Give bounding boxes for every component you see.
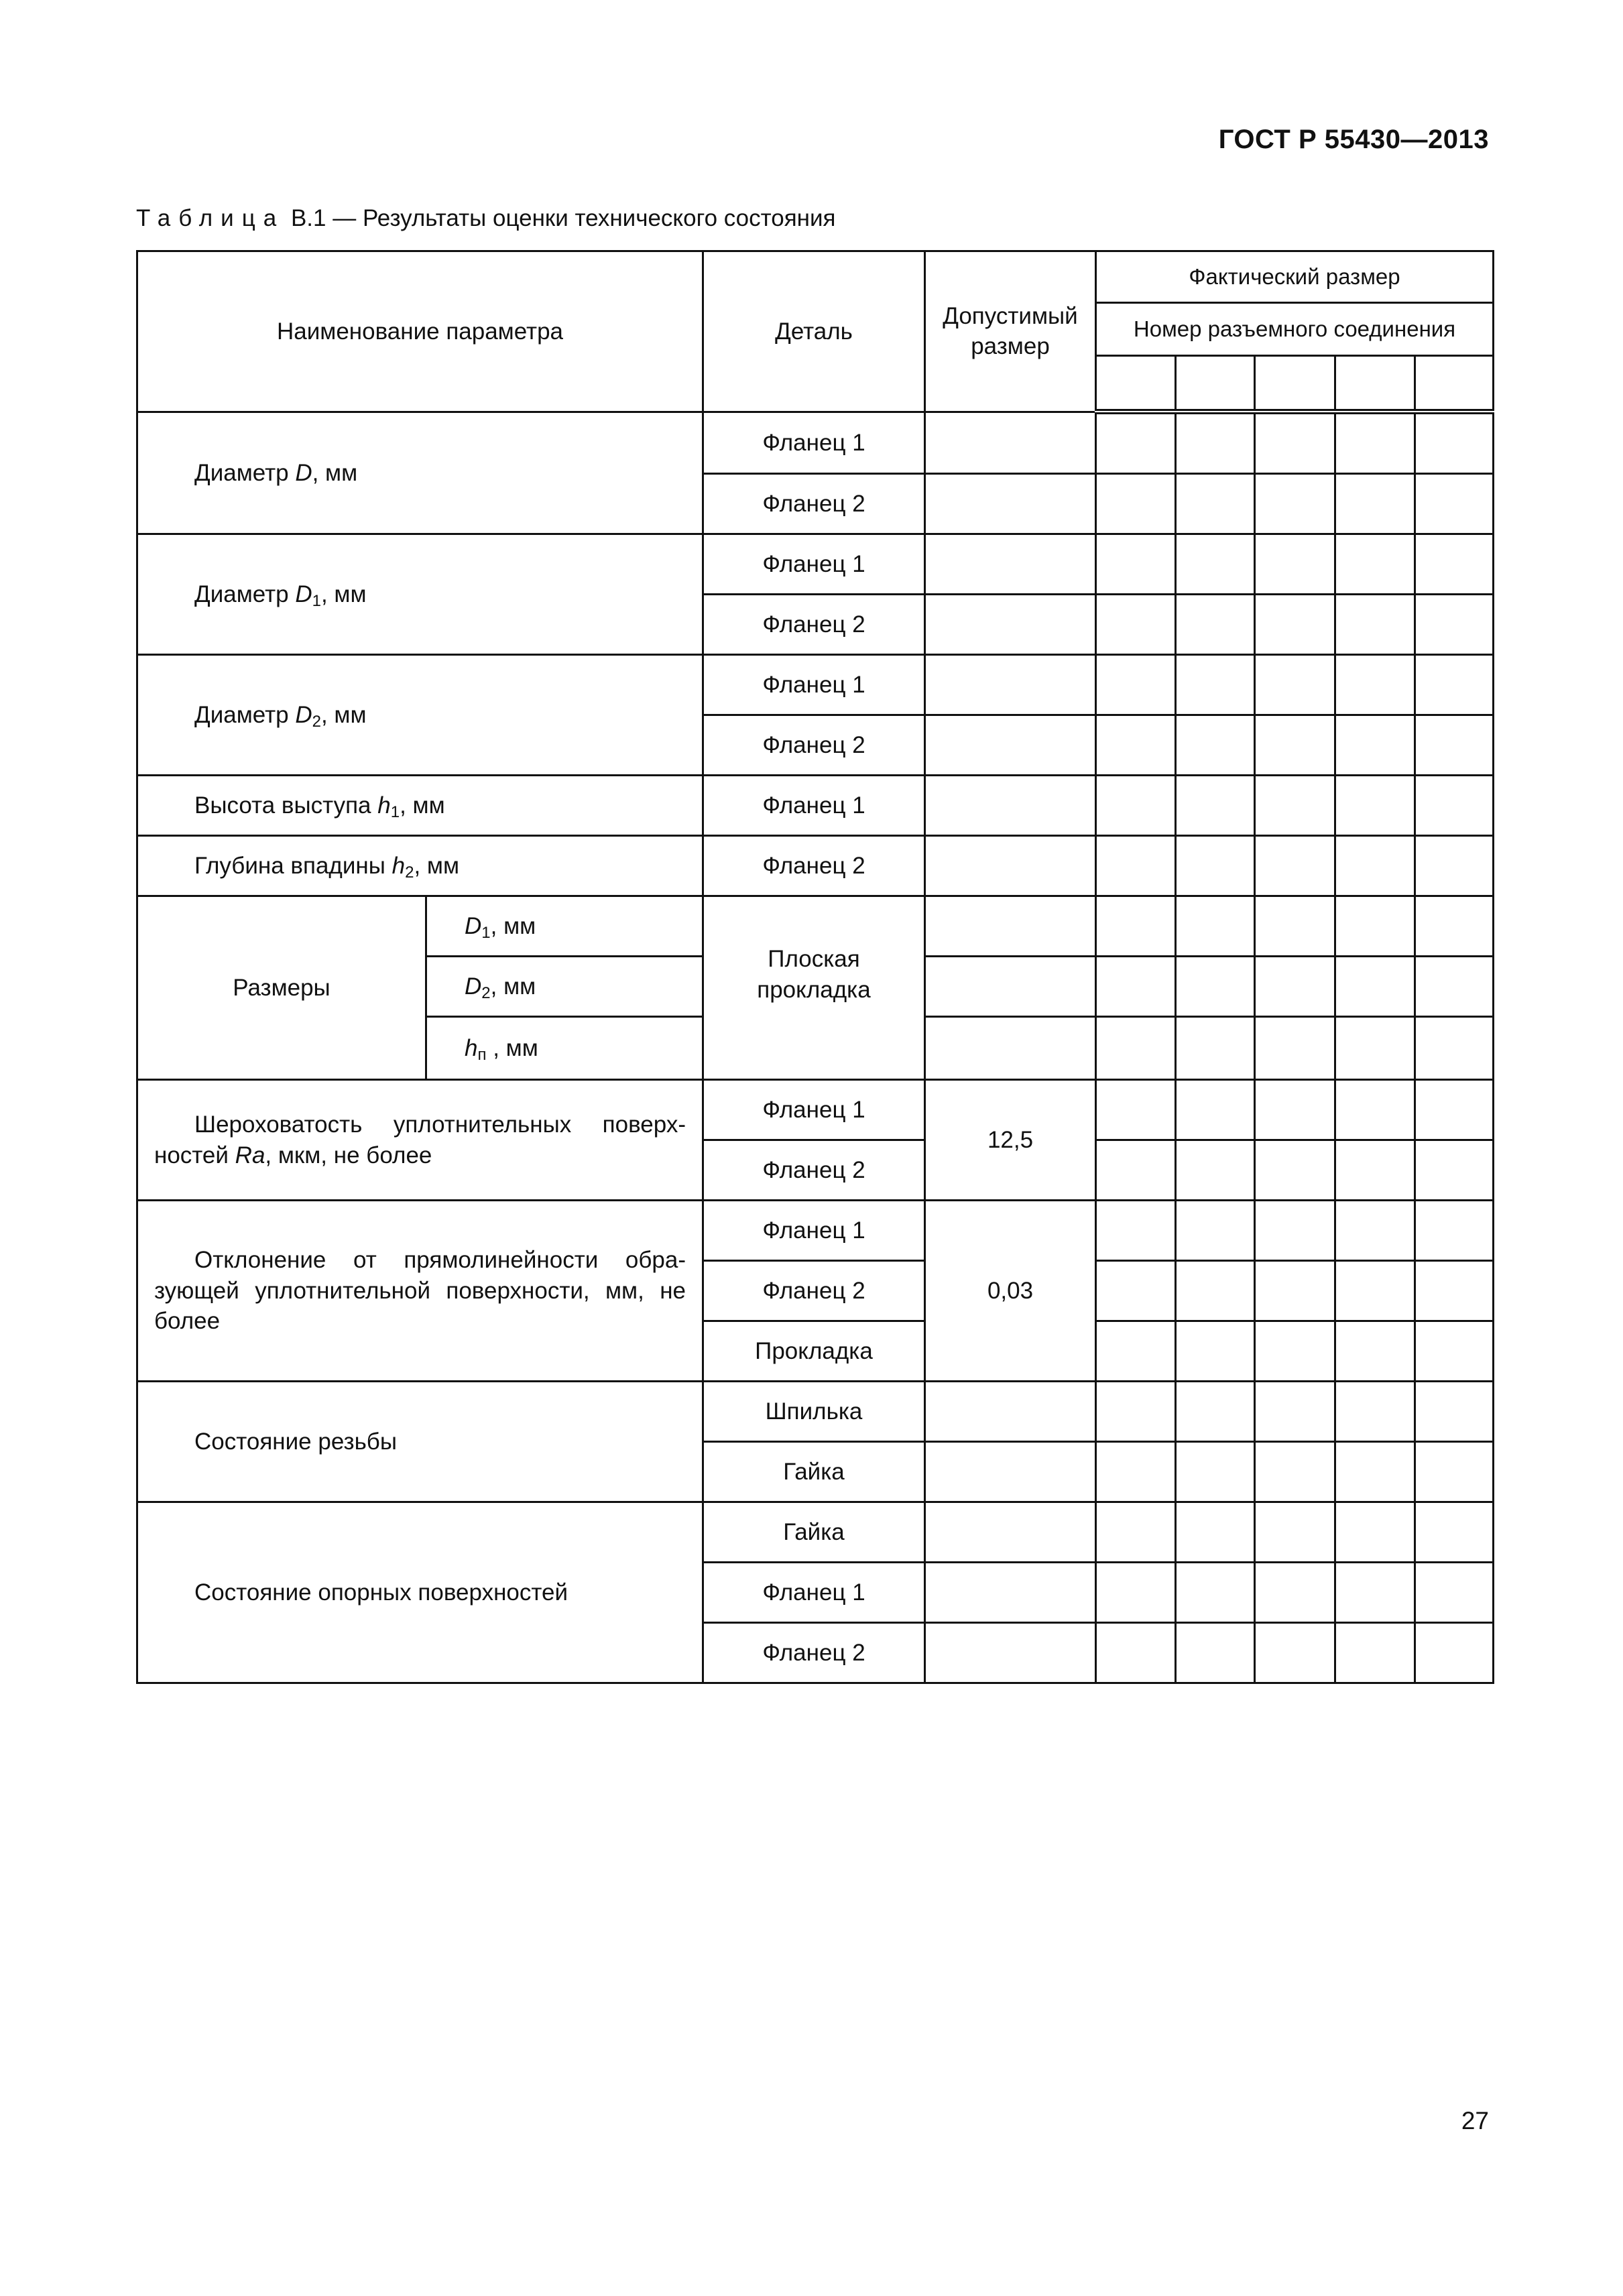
table-row	[137, 896, 1494, 957]
param-diameter-d2: Диаметр $D_2$, мм	[137, 655, 703, 776]
joint-cell	[1335, 356, 1415, 412]
allowed-roughness: 12,5	[925, 1080, 1096, 1201]
allowed-cell	[925, 715, 1096, 776]
table-row	[137, 1382, 1494, 1442]
param-depth: Глубина впадины $h_2$, мм	[137, 836, 703, 896]
param-diameter-d1: Диаметр $D_1$, мм	[137, 534, 703, 655]
header-allowed: Допустимый размер	[925, 251, 1096, 412]
standard-code: ГОСТ Р 55430—2013	[1218, 125, 1489, 154]
part-cell: Фланец 1	[703, 412, 925, 474]
allowed-cell	[925, 1442, 1096, 1502]
table-row	[137, 412, 1494, 474]
table-row	[137, 1201, 1494, 1261]
param-thread: Состояние резьбы	[137, 1382, 703, 1502]
param-height: Высота выступа $h_1$, мм	[137, 776, 703, 836]
part-cell: Шпилька	[703, 1382, 925, 1442]
allowed-cell	[925, 1563, 1096, 1623]
part-cell: Фланец 1	[703, 534, 925, 595]
part-cell: Фланец 2	[703, 1140, 925, 1201]
header-joint-number: Номер разъемного соединения	[1096, 303, 1494, 356]
param-roughness: Шероховатость уплотнительных поверхностей Ra, мкм, не более	[137, 1080, 703, 1201]
allowed-cell	[925, 1017, 1096, 1080]
sub-param-hp: $h_п$ , мм	[426, 1017, 703, 1080]
part-cell: Фланец 1	[703, 1563, 925, 1623]
results-table	[136, 250, 1494, 1684]
allowed-cell	[925, 474, 1096, 534]
table-row	[137, 776, 1494, 836]
sub-param-d2: $D_2$, мм	[426, 957, 703, 1017]
part-cell: Прокладка	[703, 1321, 925, 1382]
part-cell: Плоская прокладка	[703, 896, 925, 1080]
part-cell: Фланец 1	[703, 1201, 925, 1261]
param-bearing: Состояние опорных поверхностей	[137, 1502, 703, 1683]
part-cell: Фланец 2	[703, 474, 925, 534]
joint-cell	[1415, 356, 1494, 412]
header-row	[137, 251, 1494, 303]
table-caption-prefix: Таблица	[136, 205, 285, 231]
part-cell: Фланец 2	[703, 836, 925, 896]
joint-cell	[1176, 356, 1255, 412]
header-actual: Фактический размер	[1096, 251, 1494, 303]
param-sizes: Размеры	[137, 896, 426, 1080]
joint-cell	[1255, 356, 1335, 412]
allowed-cell	[925, 1502, 1096, 1563]
part-cell: Фланец 1	[703, 776, 925, 836]
allowed-cell	[925, 896, 1096, 957]
table-row	[137, 534, 1494, 595]
table-row	[137, 1080, 1494, 1140]
part-cell: Фланец 2	[703, 1261, 925, 1321]
part-cell: Гайка	[703, 1502, 925, 1563]
joint-cell	[1096, 356, 1176, 412]
table-row	[137, 655, 1494, 715]
part-cell: Фланец 2	[703, 595, 925, 655]
part-cell: Гайка	[703, 1442, 925, 1502]
header-part: Деталь	[703, 251, 925, 412]
part-cell: Фланец 2	[703, 1623, 925, 1683]
allowed-cell	[925, 655, 1096, 715]
allowed-cell	[925, 776, 1096, 836]
allowed-cell	[925, 1623, 1096, 1683]
table-row	[137, 1502, 1494, 1563]
allowed-cell	[925, 412, 1096, 474]
part-cell: Фланец 1	[703, 1080, 925, 1140]
table-caption-text: В.1 — Результаты оценки технического состояния	[284, 205, 836, 231]
table-row	[137, 836, 1494, 896]
allowed-cell	[925, 534, 1096, 595]
page-number: 27	[1461, 2107, 1489, 2134]
table-caption	[136, 205, 836, 232]
part-cell: Фланец 1	[703, 655, 925, 715]
allowed-straightness: 0,03	[925, 1201, 1096, 1382]
allowed-cell	[925, 595, 1096, 655]
header-parameter: Наименование параметра	[137, 251, 703, 412]
sub-param-d1: $D_1$, мм	[426, 896, 703, 957]
part-cell: Фланец 2	[703, 715, 925, 776]
allowed-cell	[925, 1382, 1096, 1442]
param-straightness: Отклонение от прямолинейности образующей уплотнительной поверхности, мм, не более	[137, 1201, 703, 1382]
allowed-cell	[925, 836, 1096, 896]
allowed-cell	[925, 957, 1096, 1017]
param-diameter-d: Диаметр D, мм	[137, 412, 703, 534]
